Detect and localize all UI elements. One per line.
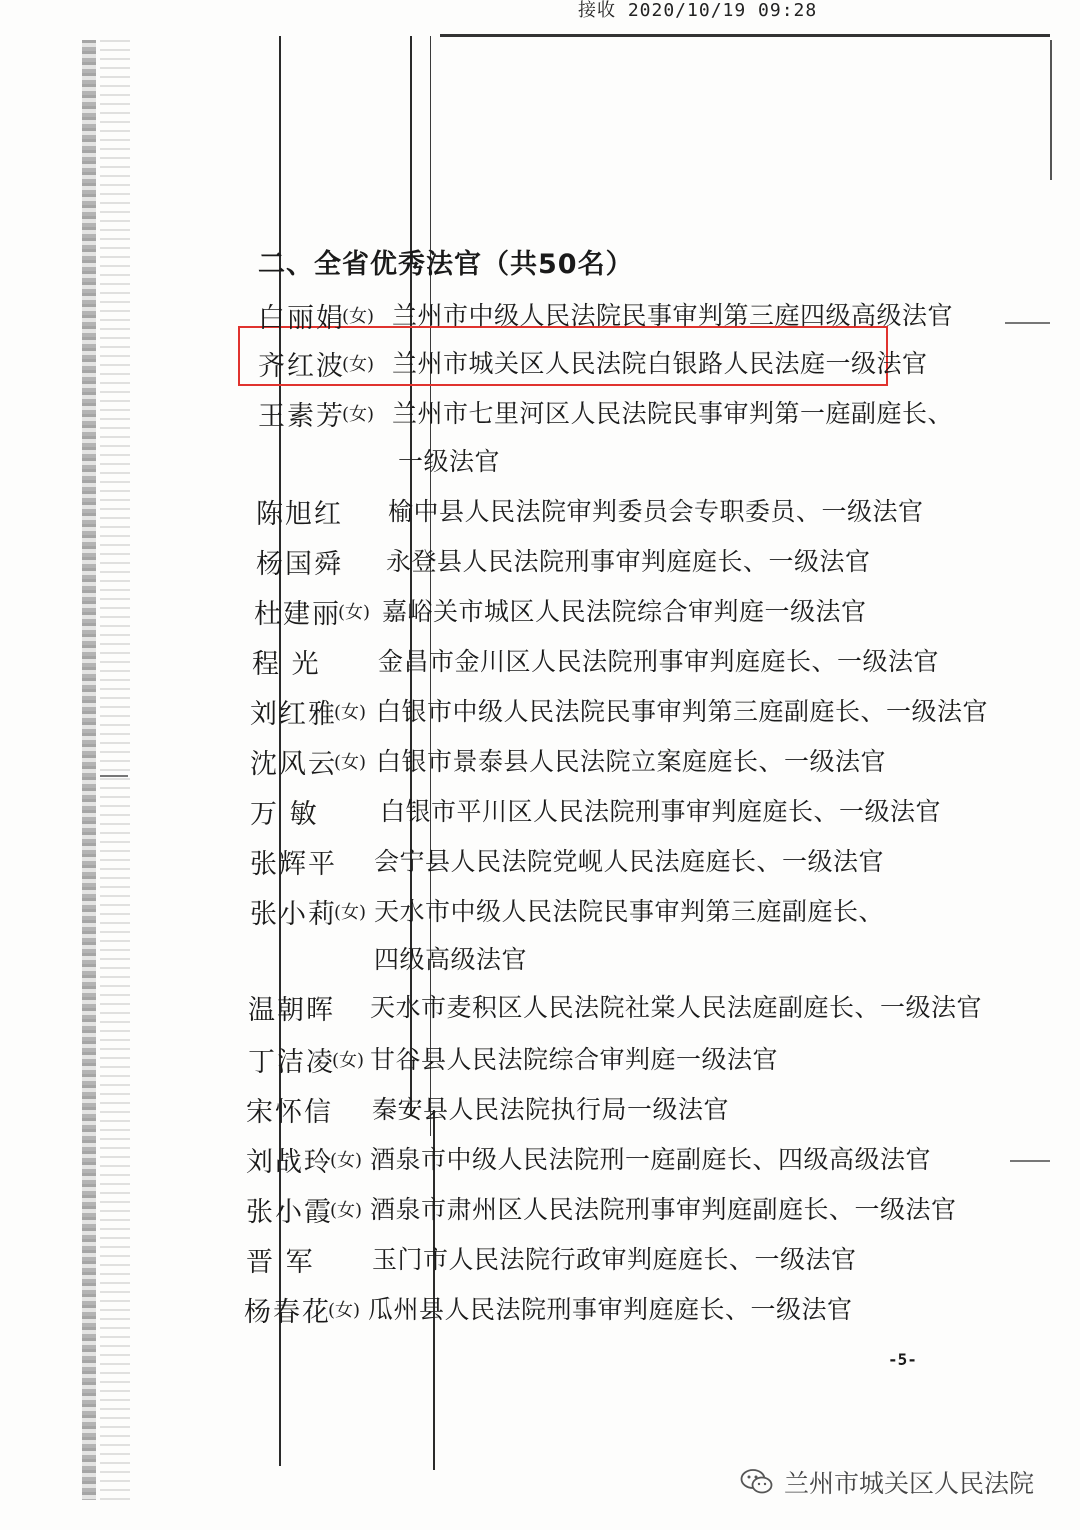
judge-position: 金昌市金川区人民法院刑事审判庭庭长、一级法官: [378, 647, 940, 676]
list-item: [0, 296, 1080, 340]
judge-name: 刘战玲: [246, 1147, 333, 1178]
judge-name: 白丽娟: [258, 303, 345, 334]
list-item: [0, 1090, 1080, 1134]
judge-name: 杨春花: [244, 1297, 331, 1328]
judge-position: 榆中县人民法院审判委员会专职委员、一级法官: [388, 497, 924, 526]
judge-name: 晋 军: [246, 1247, 315, 1278]
receipt-stamp: 接收 2020/10/19 09:28: [578, 0, 818, 21]
judge-name: 杜建丽: [254, 599, 341, 630]
list-item: [0, 742, 1080, 786]
list-item: [0, 892, 1080, 936]
judge-position: 天水市麦积区人民法院社棠人民法庭副庭长、一级法官: [370, 993, 983, 1022]
judge-name: 程 光: [252, 649, 321, 680]
top-rule-line: [440, 34, 1050, 37]
watermark-text: 兰州市城关区人民法院: [784, 1469, 1035, 1498]
list-item: [0, 1290, 1080, 1334]
judge-position: 酒泉市中级人民法院刑一庭副庭长、四级高级法官: [370, 1145, 932, 1174]
judge-position: 玉门市人民法院行政审判庭庭长、一级法官: [372, 1245, 857, 1274]
watermark: [740, 1462, 1034, 1502]
judge-name: 宋怀信: [246, 1097, 333, 1128]
judge-position: 永登县人民法院刑事审判庭庭长、一级法官: [386, 547, 871, 576]
judge-position: 酒泉市肃州区人民法院刑事审判庭副庭长、一级法官: [370, 1195, 957, 1224]
gender-note: (女): [328, 1300, 361, 1321]
judge-name: 陈旭红: [256, 499, 343, 530]
list-item: [0, 344, 1080, 388]
judge-position: 甘谷县人民法院综合审判庭一级法官: [370, 1045, 779, 1074]
list-item: [0, 792, 1080, 836]
right-edge-line: [1050, 40, 1052, 180]
wechat-icon: [740, 1468, 774, 1496]
gender-note: (女): [342, 306, 375, 327]
gender-note: (女): [334, 702, 367, 723]
judge-name: 王素芳: [258, 401, 345, 432]
judge-name: 张辉平: [250, 849, 337, 880]
list-item: [0, 692, 1080, 736]
list-item: [0, 1240, 1080, 1284]
list-item: [0, 842, 1080, 886]
judge-name: 丁洁凌: [248, 1047, 335, 1078]
judge-name: 齐红波: [258, 351, 345, 382]
gender-note: (女): [342, 404, 375, 425]
list-item: [0, 1040, 1080, 1084]
list-item: [0, 442, 1080, 486]
gender-note: (女): [330, 1200, 363, 1221]
judge-name: 杨国舜: [256, 549, 343, 580]
judge-position: 瓜州县人民法院刑事审判庭庭长、一级法官: [368, 1295, 853, 1324]
gender-note: (女): [334, 752, 367, 773]
judge-position: 会宁县人民法院党岘人民法庭庭长、一级法官: [374, 847, 885, 876]
judge-position: 兰州市七里河区人民法院民事审判第一庭副庭长、: [392, 399, 954, 428]
gender-note: (女): [332, 1050, 365, 1071]
judge-position: 白银市平川区人民法院刑事审判庭庭长、一级法官: [380, 797, 942, 826]
gender-note: (女): [334, 902, 367, 923]
judge-position: 四级高级法官: [374, 945, 528, 974]
list-item: [0, 542, 1080, 586]
page-number: -5-: [888, 1350, 917, 1369]
list-item: [0, 592, 1080, 636]
judge-position: 秦安县人民法院执行局一级法官: [372, 1095, 730, 1124]
judge-name: 万 敏: [250, 799, 319, 830]
judge-position: 白银市景泰县人民法院立案庭庭长、一级法官: [376, 747, 887, 776]
section-title: 二、全省优秀法官（共50名）: [258, 249, 634, 280]
gender-note: (女): [338, 602, 371, 623]
judge-position: 嘉峪关市城区人民法院综合审判庭一级法官: [382, 597, 867, 626]
list-item: [0, 642, 1080, 686]
list-item: [0, 492, 1080, 536]
list-item: [0, 1140, 1080, 1184]
judge-name: 沈风云: [250, 749, 337, 780]
gender-note: (女): [342, 354, 375, 375]
list-item: [0, 940, 1080, 984]
judge-name: 张小莉: [250, 899, 337, 930]
judge-position: 天水市中级人民法院民事审判第三庭副庭长、: [374, 897, 885, 926]
judge-name: 张小霞: [246, 1197, 333, 1228]
list-item: [0, 988, 1080, 1032]
gender-note: (女): [330, 1150, 363, 1171]
judge-position: 白银市中级人民法院民事审判第三庭副庭长、一级法官: [376, 697, 989, 726]
list-item: [0, 394, 1080, 438]
judge-name: 温朝晖: [248, 995, 335, 1026]
judge-name: 刘红雅: [250, 699, 337, 730]
judge-position: 兰州市中级人民法院民事审判第三庭四级高级法官: [392, 301, 954, 330]
list-item: [0, 1190, 1080, 1234]
judge-position: 兰州市城关区人民法院白银路人民法庭一级法官: [392, 349, 928, 378]
judge-position: 一级法官: [398, 447, 501, 476]
